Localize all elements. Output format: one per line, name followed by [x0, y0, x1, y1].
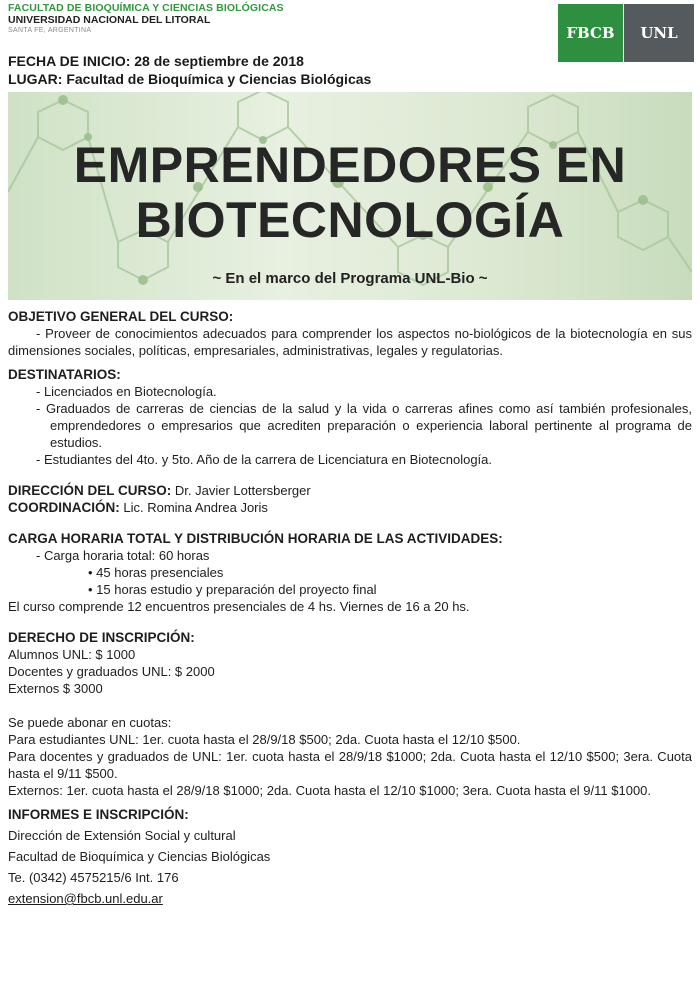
fee-item: Docentes y graduados UNL: $ 2000: [8, 664, 215, 679]
installments-intro: Se puede abonar en cuotas:: [8, 715, 172, 730]
info-line: Dirección de Extensión Social y cultural: [8, 828, 236, 843]
course-direction: [8, 482, 692, 499]
direction-value: Dr. Javier Lottersberger: [174, 483, 311, 498]
contact-email-link[interactable]: extension@fbcb.unl.edu.ar: [8, 891, 163, 906]
course-coordination: [8, 499, 692, 516]
university-name: UNIVERSIDAD NACIONAL DEL LITORAL: [8, 14, 211, 26]
objective-text: - Proveer de conocimientos adecuados para comprender los aspectos no-biológicos de la biotecnología en sus dimensiones sociales, políticas, empresariales, administrativas, legales y regulatorias.: [8, 326, 692, 358]
installment-item: Externos: 1er. cuota hasta el 28/9/18 $1000; 2da. Cuota hasta el 12/10 $1000; 3era. Cuota hasta el 9/11 $1000.: [8, 783, 652, 798]
coordination-value: Lic. Romina Andrea Joris: [123, 500, 268, 515]
workload-note: El curso comprende 12 encuentros presenciales de 4 hs. Viernes de 16 a 20 hs.: [8, 599, 470, 614]
workload-total: - Carga horaria total: 60 horas: [36, 548, 210, 563]
recipients-heading: DESTINATARIOS:: [8, 367, 121, 382]
installment-item: Para estudiantes UNL: 1er. cuota hasta el 28/9/18 $500; 2da. Cuota hasta el 12/10 $500.: [8, 732, 521, 747]
coordination-label: COORDINACIÓN:: [8, 500, 120, 515]
installment-item: Para docentes y graduados de UNL: 1er. cuota hasta el 28/9/18 $1000; 2da. Cuota hasta el 12/10 $500; 3era. Cuota hasta el 9/11 $500.: [8, 749, 692, 781]
fbcb-logo: FBCB: [558, 4, 623, 62]
start-date: FECHA DE INICIO: 28 de septiembre de 2018: [8, 53, 304, 69]
header: [0, 0, 700, 60]
recipient-item: - Graduados de carreras de ciencias de la salud y la vida o carreras afines como así también profesionales, emprendedores o empresarios que acrediten preparación o experiencia laboral pertinente al programa de estudios.: [36, 401, 692, 450]
fee-item: Alumnos UNL: $ 1000: [8, 647, 136, 662]
title-banner: [8, 92, 692, 300]
event-meta: [8, 52, 371, 88]
course-details: [8, 308, 692, 907]
title-line-1: EMPRENDEDORES EN: [73, 137, 627, 193]
title-line-2: BIOTECNOLOGÍA: [135, 192, 565, 248]
faculty-name: FACULTAD DE BIOQUÍMICA Y CIENCIAS BIOLÓGICAS: [8, 2, 284, 14]
info-heading: INFORMES E INSCRIPCIÓN:: [8, 807, 189, 822]
direction-label: DIRECCIÓN DEL CURSO:: [8, 483, 172, 498]
recipient-item: - Licenciados en Biotecnología.: [36, 384, 217, 399]
fee-item: Externos $ 3000: [8, 681, 103, 696]
info-line: Facultad de Bioquímica y Ciencias Biológicas: [8, 849, 271, 864]
program-subtitle: ~ En el marco del Programa UNL-Bio ~: [212, 270, 488, 287]
workload-bullet: • 45 horas presenciales: [88, 565, 224, 580]
institution-block: [8, 2, 284, 36]
city-name: SANTA FE, ARGENTINA: [8, 27, 92, 34]
registration-heading: DERECHO DE INSCRIPCIÓN:: [8, 630, 195, 645]
info-phone: Te. (0342) 4575215/6 Int. 176: [8, 870, 179, 885]
recipient-item: - Estudiantes del 4to. y 5to. Año de la carrera de Licenciatura en Biotecnología.: [36, 452, 493, 467]
venue: LUGAR: Facultad de Bioquímica y Ciencias Biológicas: [8, 71, 372, 87]
workload-heading: CARGA HORARIA TOTAL Y DISTRIBUCIÓN HORARIA DE LAS ACTIVIDADES:: [8, 531, 503, 546]
objective-heading: OBJETIVO GENERAL DEL CURSO:: [8, 309, 234, 324]
workload-bullet: • 15 horas estudio y preparación del proyecto final: [88, 582, 377, 597]
unl-logo: UNL: [624, 4, 694, 62]
